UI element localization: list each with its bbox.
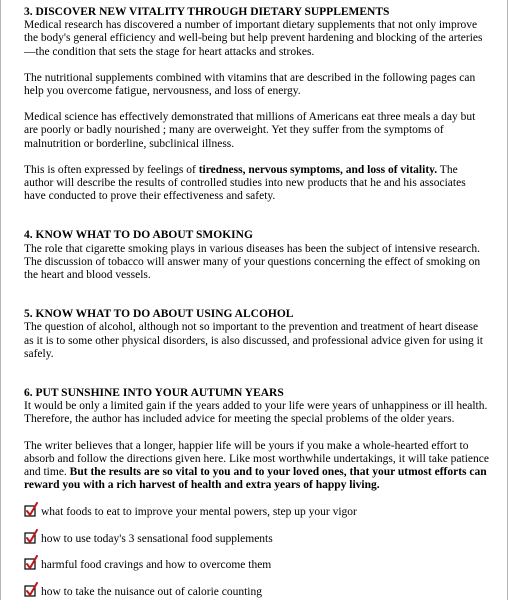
section-heading: 6. PUT SUNSHINE INTO YOUR AUTUMN YEARS (24, 387, 284, 400)
checklist-item (24, 505, 489, 532)
paragraph: The nutritional supplements combined with vitamins that are described in the following pages can help you overcome fatigue, nervousness, and loss of energy. (24, 71, 476, 98)
checklist-text: how to use today's 3 sensational food supplements (41, 532, 273, 545)
section-alcohol (24, 308, 489, 361)
section-heading: 4. KNOW WHAT TO DO ABOUT SMOKING (24, 229, 253, 242)
section-heading: 5. KNOW WHAT TO DO ABOUT USING ALCOHOL (24, 308, 294, 321)
checklist-text: how to take the nuisance out of calorie counting (41, 585, 262, 598)
checklist-item (24, 558, 489, 585)
checklist-text: harmful food cravings and how to overcome them (41, 559, 272, 572)
paragraph-text: This is often expressed by feelings of (24, 163, 199, 176)
paragraph (24, 440, 489, 493)
paragraph-text: The author will describe the results of controlled studies into new products that he and his associates have conducted to prove their effectiveness and safety. (24, 163, 466, 203)
benefit-checklist (24, 505, 489, 611)
checked-box-icon (24, 582, 38, 598)
paragraph: The question of alcohol, although not so important to the prevention and treatment of heart disease as it is to some other physical disorders, is also discussed, and professional advice given for using it safely. (24, 321, 483, 360)
paragraph: It would be only a limited gain if the years added to your life were years of unhappiness or ill health. Therefore, the author has included advice for meeting the special problems of the older years. (24, 400, 488, 426)
checked-box-icon (24, 502, 38, 518)
checked-box-icon (24, 555, 38, 571)
checklist-item (24, 532, 489, 559)
paragraph: The role that cigarette smoking plays in various diseases has been the subject of intensive research. The discussion of tobacco will answer many of your questions concerning the effect of smoking on the heart and blood vessels. (24, 242, 481, 282)
section-smoking (24, 229, 489, 282)
paragraph: Medical research has discovered a number of important dietary supplements that not only improve the body's general efficiency and well-being but help prevent hardening and blocking of the arteries—the condition that sets the stage for heart attacks and strokes. (24, 19, 483, 58)
paragraph (24, 164, 489, 204)
section-supplements (24, 6, 489, 203)
paragraph: Medical science has effectively demonstrated that millions of Americans eat three meals a day but are poorly or badly nourished ; many are overweight. Yet they suffer from the symptoms of malnutrition or borderline, subclinical illness. (24, 111, 476, 150)
checked-box-icon (24, 529, 38, 545)
section-heading: 3. DISCOVER NEW VITALITY THROUGH DIETARY SUPPLEMENTS (24, 6, 390, 18)
checklist-item (24, 585, 489, 611)
emphasis-text: But the results are so vital to you and to your loved ones, that your utmost efforts can reward you with a rich harvest of health and extra years of happy living. (24, 466, 487, 492)
section-autumn-years (24, 387, 489, 492)
emphasis-text: tiredness, nervous symptoms, and loss of vitality. (198, 163, 438, 176)
checklist-text: what foods to eat to improve your mental powers, step up your vigor (41, 506, 357, 519)
paragraph-text: The writer believes that a longer, happier life will be yours if you make a whole-hearted effort to absorb and follow the directions given here. Like most worthwhile undertakings, it will take patience and time. (24, 439, 489, 479)
